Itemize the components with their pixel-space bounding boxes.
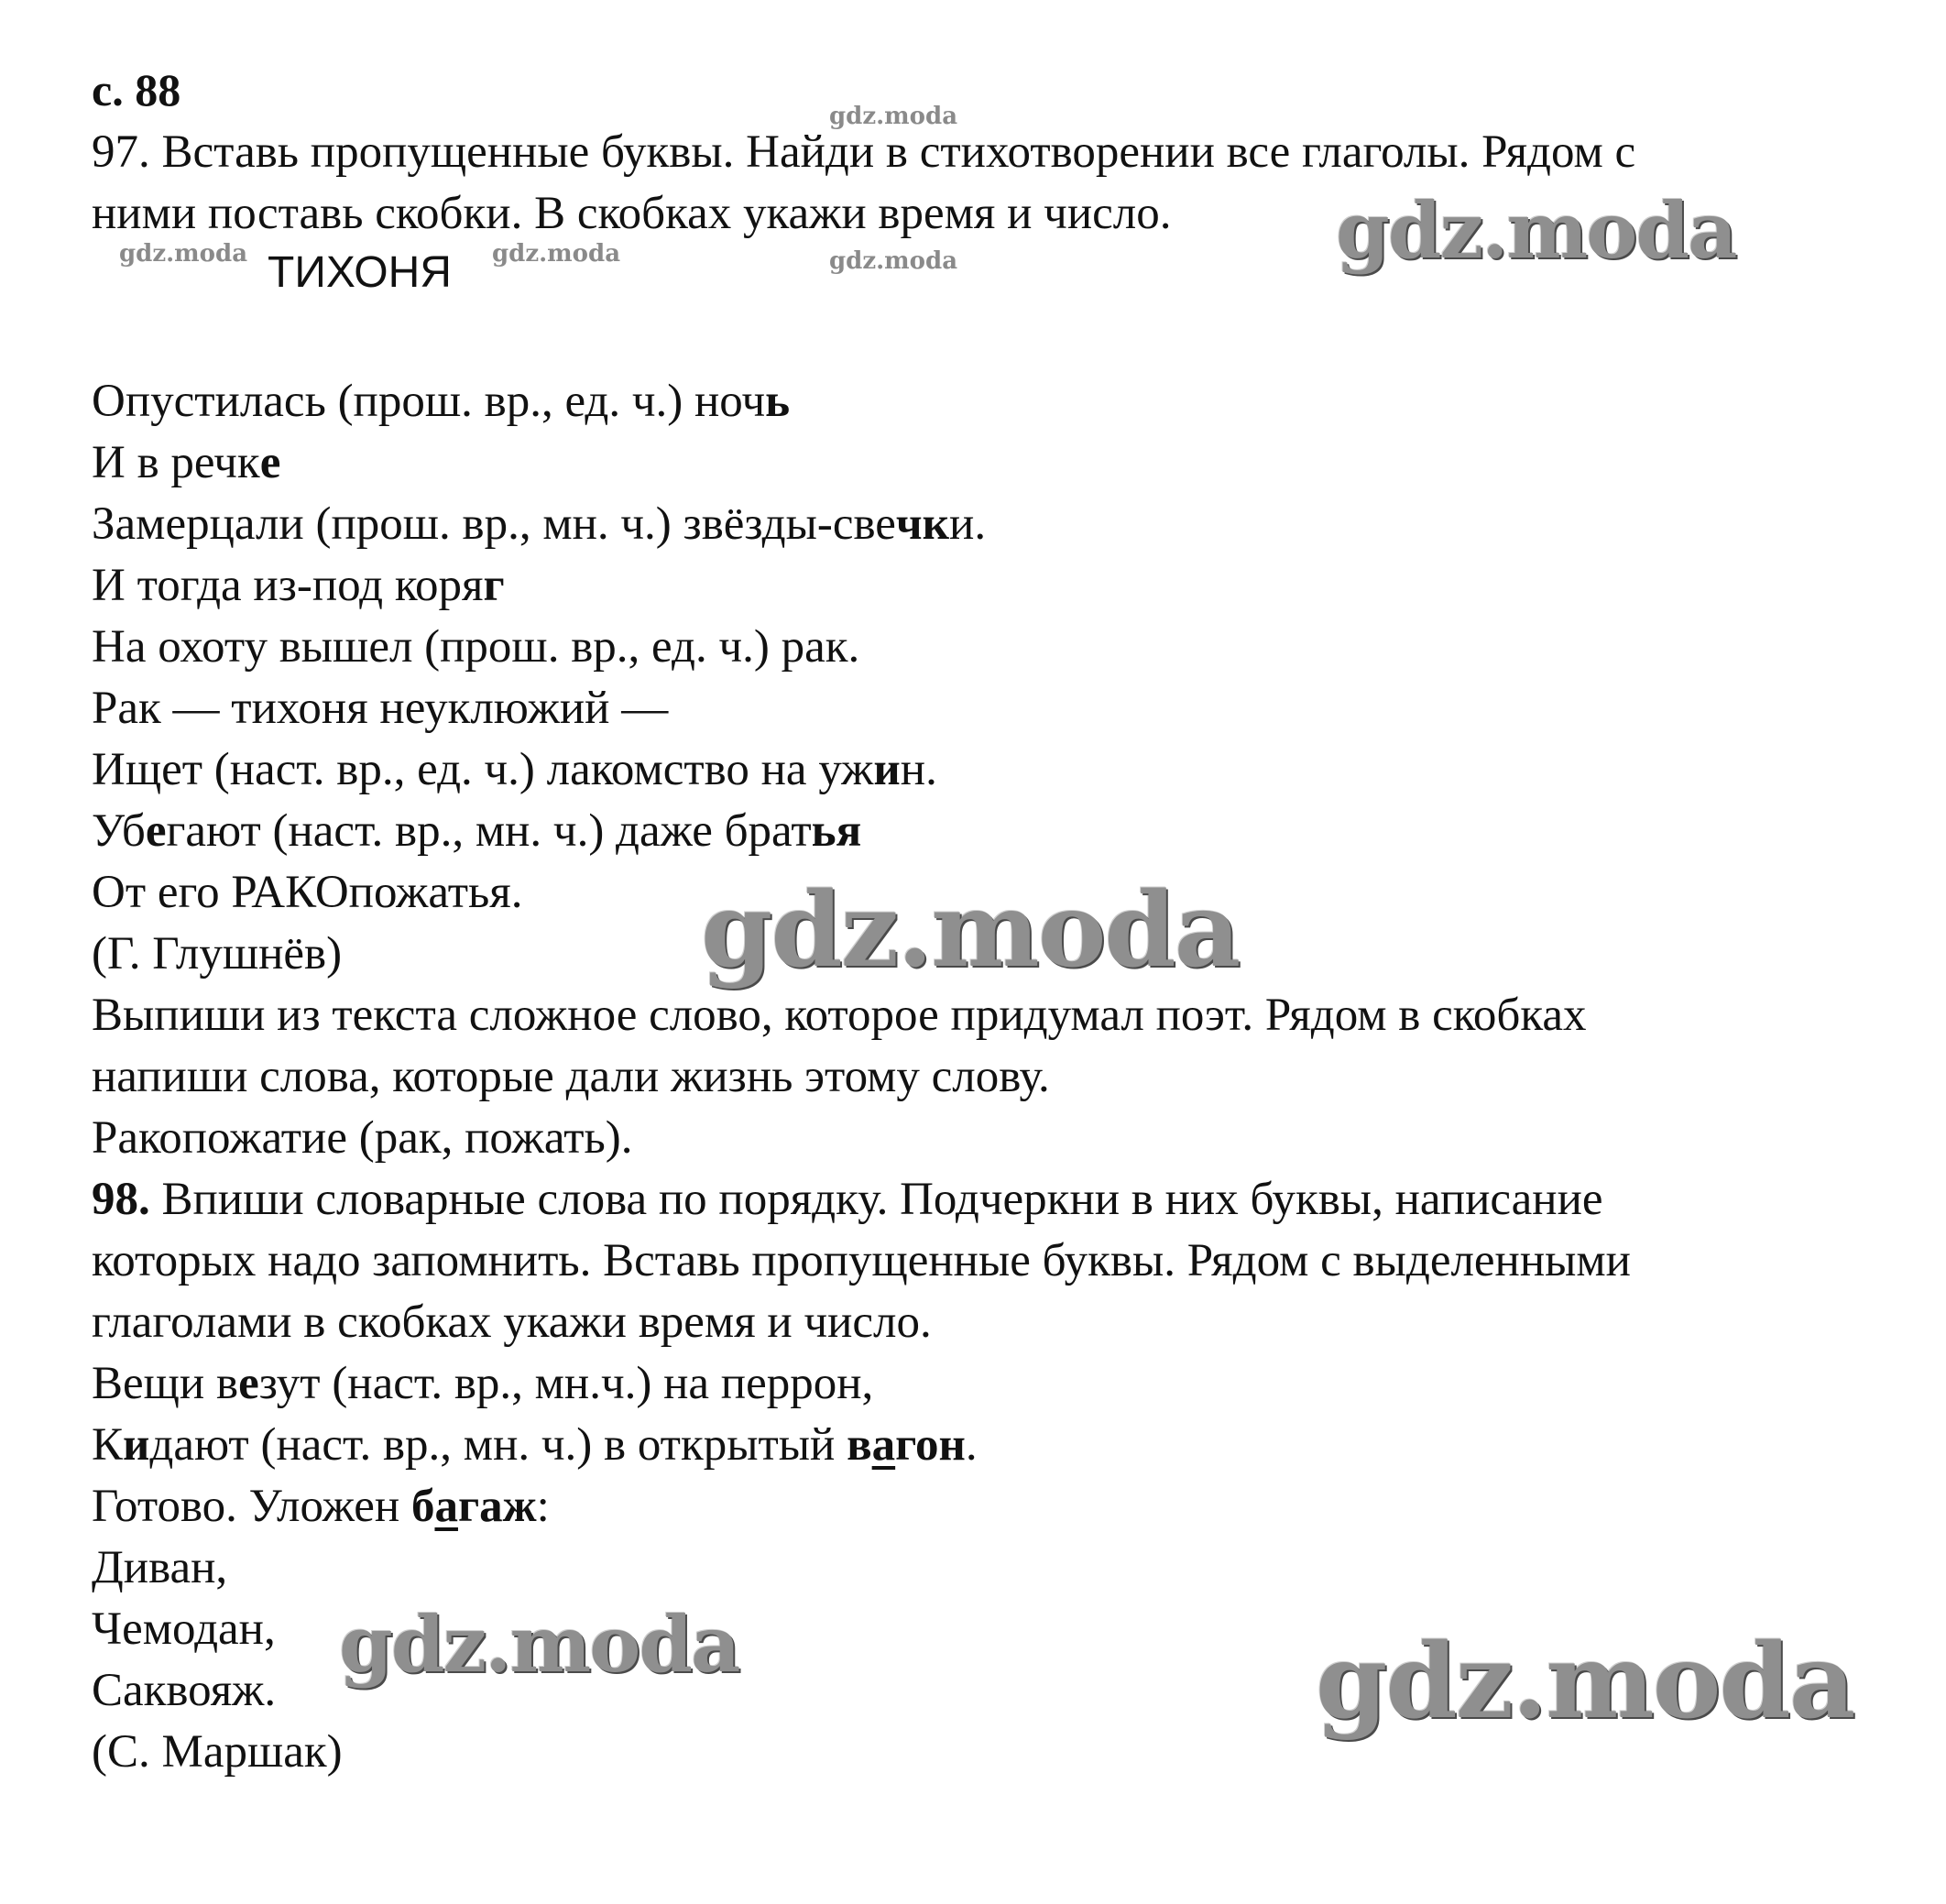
- poem-line-8: Убегают (наст. вр., мн. ч.) даже братья: [92, 805, 862, 857]
- poem2-line-6: Саквояж.: [92, 1665, 277, 1716]
- exercise-97-answer: Ракопожатие (рак, пожать).: [92, 1112, 633, 1164]
- poem2-line-1: Вещи везут (наст. вр., мн.ч.) на перрон,: [92, 1358, 874, 1409]
- poem2-author: (С. Маршак): [92, 1726, 343, 1778]
- poem-line-5: На охоту вышел (прош. вр., ед. ч.) рак.: [92, 621, 860, 673]
- watermark-small-1: gdz.moda: [829, 103, 958, 130]
- watermark-small-3: gdz.moda: [492, 240, 621, 268]
- poem-line-2: И в речке: [92, 437, 281, 488]
- exercise-97-task-line-1: 97. Вставь пропущенные буквы. Найди в стихотворении все глаголы. Рядом с: [92, 126, 1636, 178]
- poem2-line-3: Готово. Уложен багаж:: [92, 1481, 550, 1532]
- watermark-large-4: gdz.moda: [1316, 1622, 1854, 1742]
- poem-title: ТИХОНЯ: [268, 248, 452, 297]
- poem-line-3: Замерцали (прош. вр., мн. ч.) звёзды-свечки.: [92, 498, 987, 550]
- exercise-97-task-line-2: ними поставь скобки. В скобках укажи время и число.: [92, 188, 1172, 239]
- poem-line-7: Ищет (наст. вр., ед. ч.) лакомство на ужин.: [92, 744, 937, 795]
- poem-line-9: От его РАКОпожатья.: [92, 867, 523, 918]
- poem-line-4: И тогда из-под коряг: [92, 560, 505, 611]
- poem-line-1: Опустилась (прош. вр., ед. ч.) ночь: [92, 376, 791, 427]
- watermark-small-2: gdz.moda: [119, 240, 248, 268]
- poem-author: (Г. Глушнёв): [92, 928, 343, 979]
- exercise-98-number: 98.: [92, 1174, 150, 1225]
- exercise-98-task-line-3: глаголами в скобках укажи время и число.: [92, 1297, 932, 1348]
- poem-line-6: Рак — тихоня неуклюжий —: [92, 683, 669, 734]
- poem2-line-4: Диван,: [92, 1542, 228, 1593]
- exercise-97-task2-line-2: напиши слова, которые дали жизнь этому слову.: [92, 1051, 1050, 1102]
- watermark-large-2: gdz.moda: [701, 870, 1240, 990]
- exercise-98-task-line-2: которых надо запомнить. Вставь пропущенные буквы. Рядом с выделенными: [92, 1235, 1631, 1286]
- exercise-98-task-line-1: 98. Впиши словарные слова по порядку. Подчеркни в них буквы, написание: [92, 1174, 1603, 1225]
- watermark-large-1: gdz.moda: [1336, 185, 1736, 276]
- poem2-line-5: Чемодан,: [92, 1603, 276, 1655]
- watermark-large-3: gdz.moda: [339, 1599, 739, 1690]
- poem2-line-2: Кидают (наст. вр., мн. ч.) в открытый вагон.: [92, 1419, 978, 1471]
- exercise-97-task2-line-1: Выпиши из текста сложное слово, которое придумал поэт. Рядом в скобках: [92, 990, 1587, 1041]
- page-number: с. 88: [92, 64, 181, 115]
- watermark-small-4: gdz.moda: [829, 247, 958, 275]
